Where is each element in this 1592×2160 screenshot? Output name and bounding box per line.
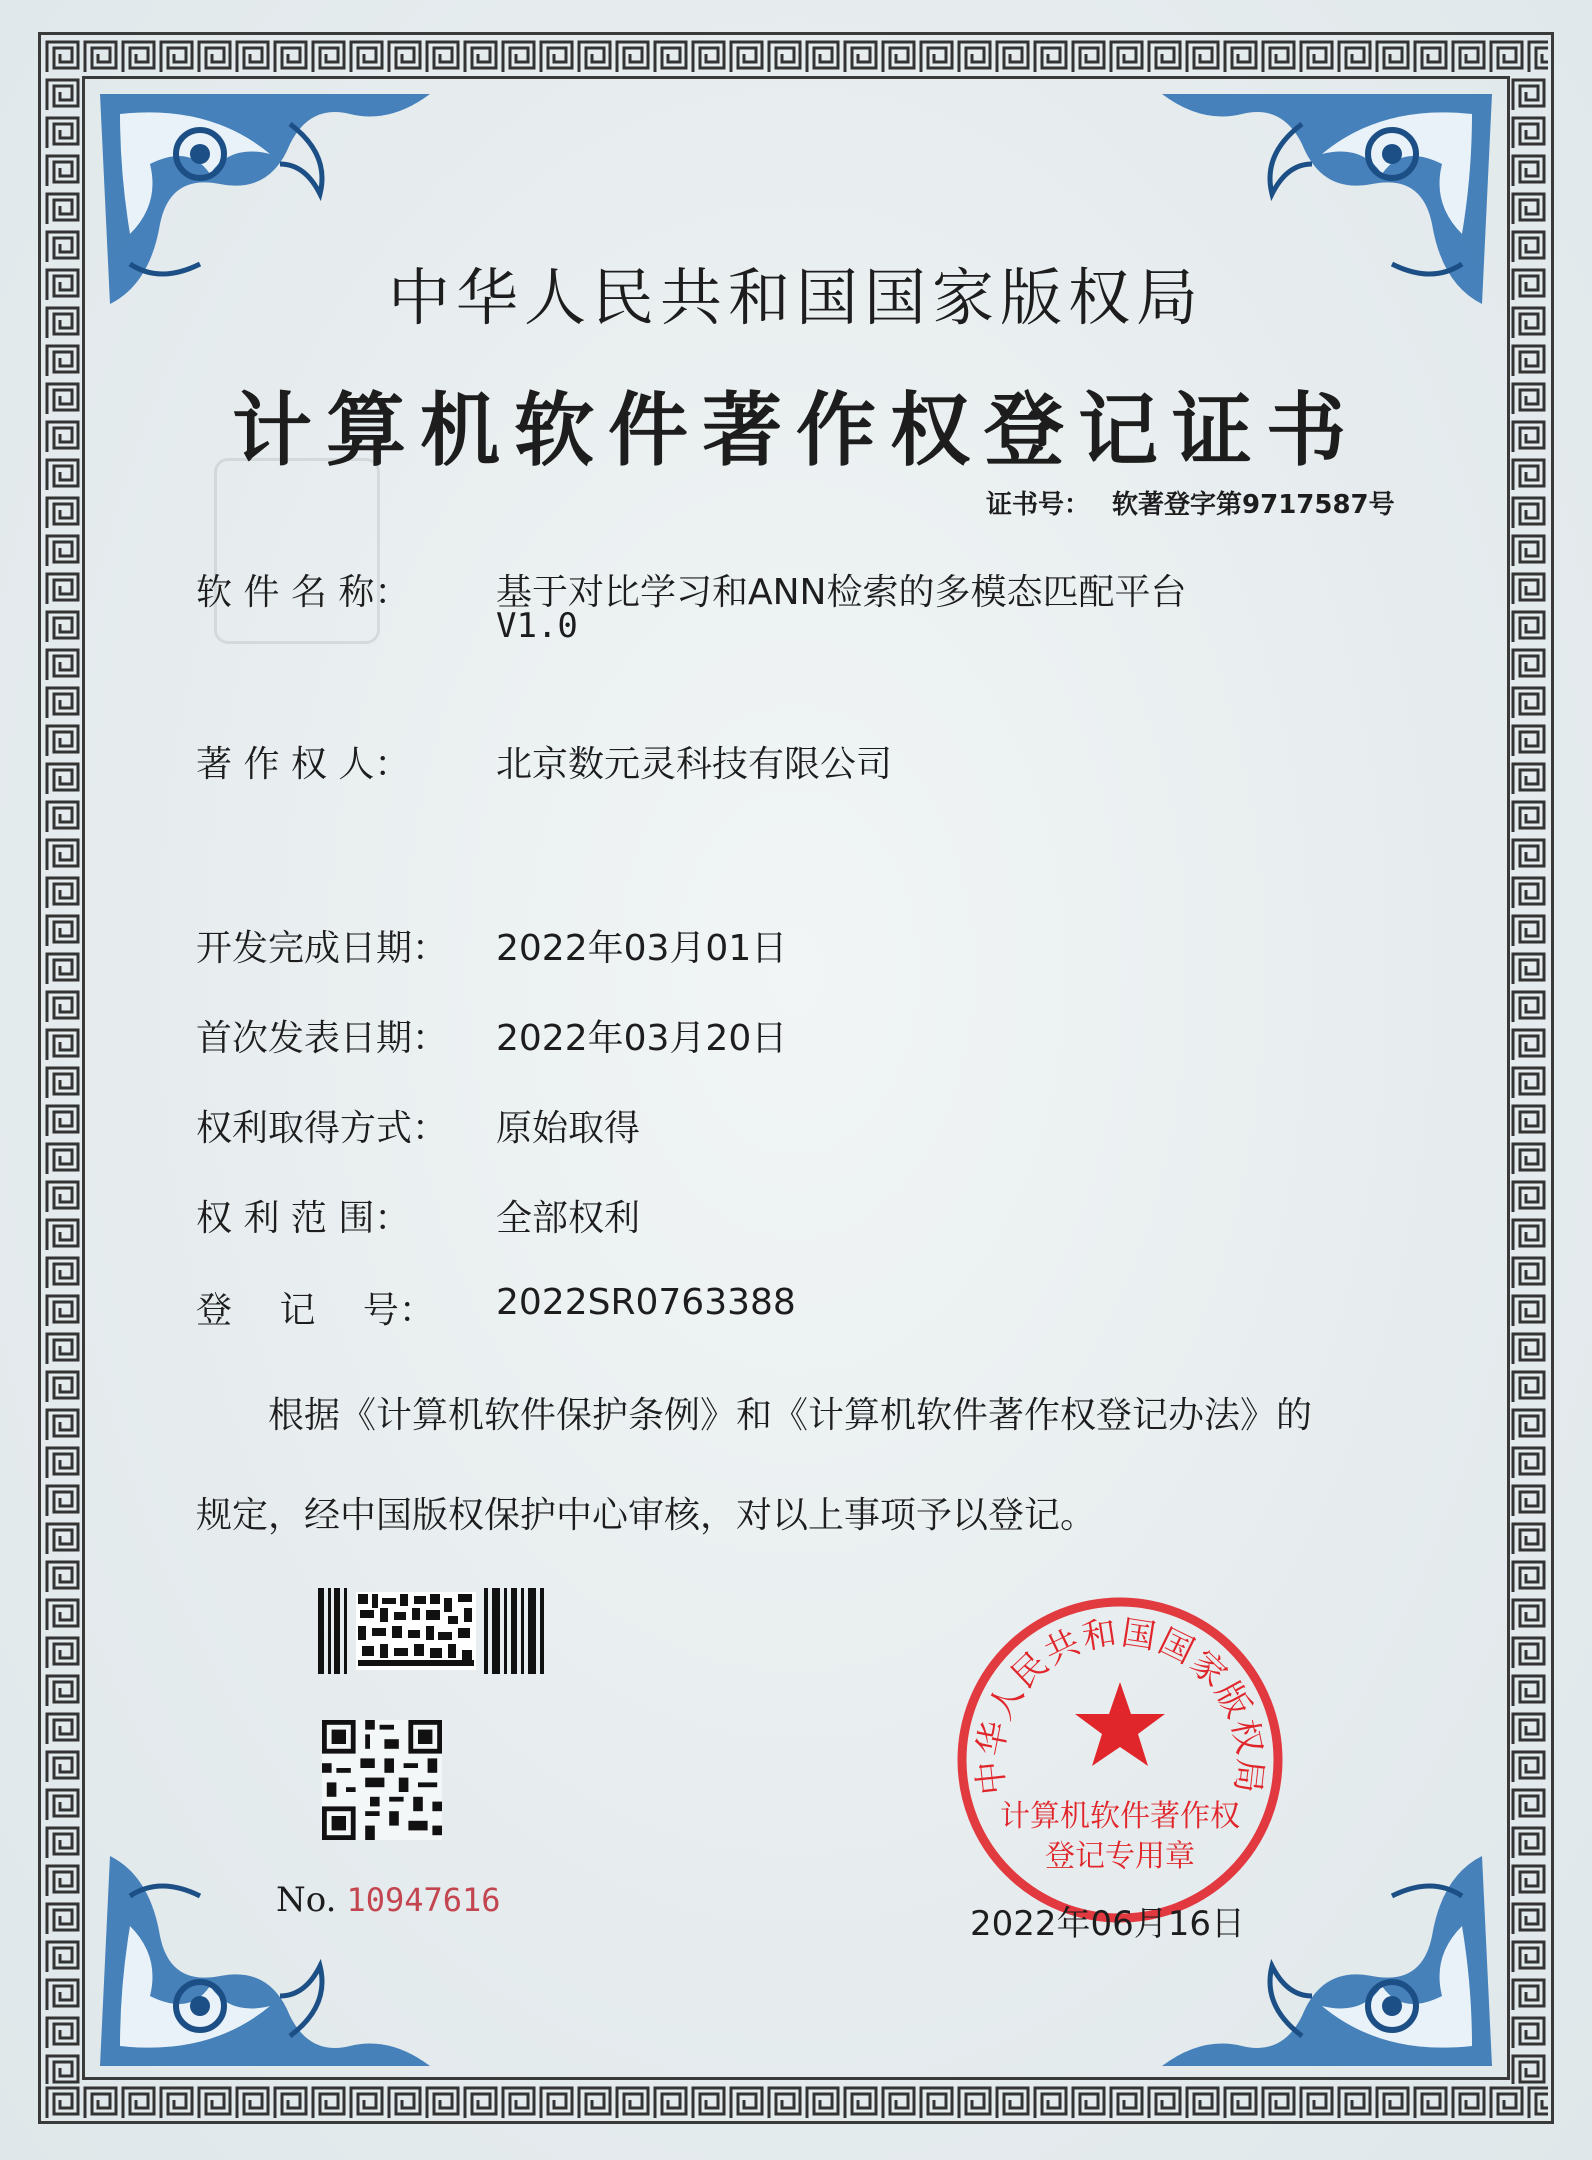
scope-row	[196, 1190, 641, 1241]
software-name-row	[196, 564, 1187, 615]
serial-number	[276, 1880, 501, 1920]
barcode-icon	[318, 1588, 548, 1674]
scope-label: 权 利 范 围：	[196, 1198, 411, 1239]
certificate-title: 计算机软件著作权登记证书	[232, 384, 1360, 477]
software-name-value: 基于对比学习和ANN检索的多模态匹配平台	[496, 572, 1187, 613]
reg-no-label: 登 记 号：	[196, 1290, 435, 1331]
greek-key-border-top	[44, 38, 1548, 76]
pub-date-value: 2022年03月20日	[496, 1018, 788, 1059]
owner-row	[196, 736, 893, 787]
issue-date: 2022年06月16日	[970, 1904, 1246, 1944]
scope-value: 全部权利	[496, 1198, 641, 1239]
seal-ring-text: 中华人民共和国国家版权局	[969, 1612, 1271, 1797]
owner-value: 北京数元灵科技有限公司	[496, 744, 893, 785]
issuer-title: 中华人民共和国国家版权局	[387, 261, 1204, 334]
ornament-corner-icon	[1142, 84, 1502, 384]
watermark-emblem-icon	[214, 458, 380, 644]
pub-date-row	[196, 1010, 788, 1061]
reg-no-row	[196, 1282, 796, 1333]
certificate-number-value: 软著登字第9717587号	[1112, 490, 1395, 520]
software-name-label: 软 件 名 称：	[196, 572, 411, 613]
certificate-number	[986, 484, 1395, 521]
acquire-label: 权利取得方式：	[196, 1108, 449, 1149]
seal-line-1: 计算机软件著作权	[1000, 1799, 1240, 1834]
dev-date-row	[196, 920, 788, 971]
software-version: V1.0	[496, 606, 578, 646]
ornament-corner-icon	[90, 84, 450, 384]
seal-star-icon	[1075, 1682, 1165, 1766]
statement-line-2: 规定，经中国版权保护中心审核，对以上事项予以登记。	[196, 1495, 1097, 1536]
serial-number-value: 10947616	[346, 1881, 501, 1919]
owner-label: 著 作 权 人：	[196, 744, 411, 785]
pub-date-label: 首次发表日期：	[196, 1018, 449, 1059]
dev-date-label: 开发完成日期：	[196, 928, 449, 969]
greek-key-border-bottom	[44, 2084, 1548, 2122]
acquire-row	[196, 1100, 641, 1151]
serial-number-label: No.	[276, 1880, 337, 1920]
dev-date-value: 2022年03月01日	[496, 928, 788, 969]
qr-code-icon	[322, 1720, 442, 1840]
official-seal-stamp	[950, 1590, 1290, 1930]
reg-no-value: 2022SR0763388	[496, 1282, 796, 1323]
acquire-value: 原始取得	[496, 1108, 641, 1149]
seal-line-2: 登记专用章	[1045, 1839, 1195, 1874]
statement-line-1: 根据《计算机软件保护条例》和《计算机软件著作权登记办法》的	[268, 1395, 1313, 1436]
certificate-number-label: 证书号：	[986, 490, 1091, 520]
